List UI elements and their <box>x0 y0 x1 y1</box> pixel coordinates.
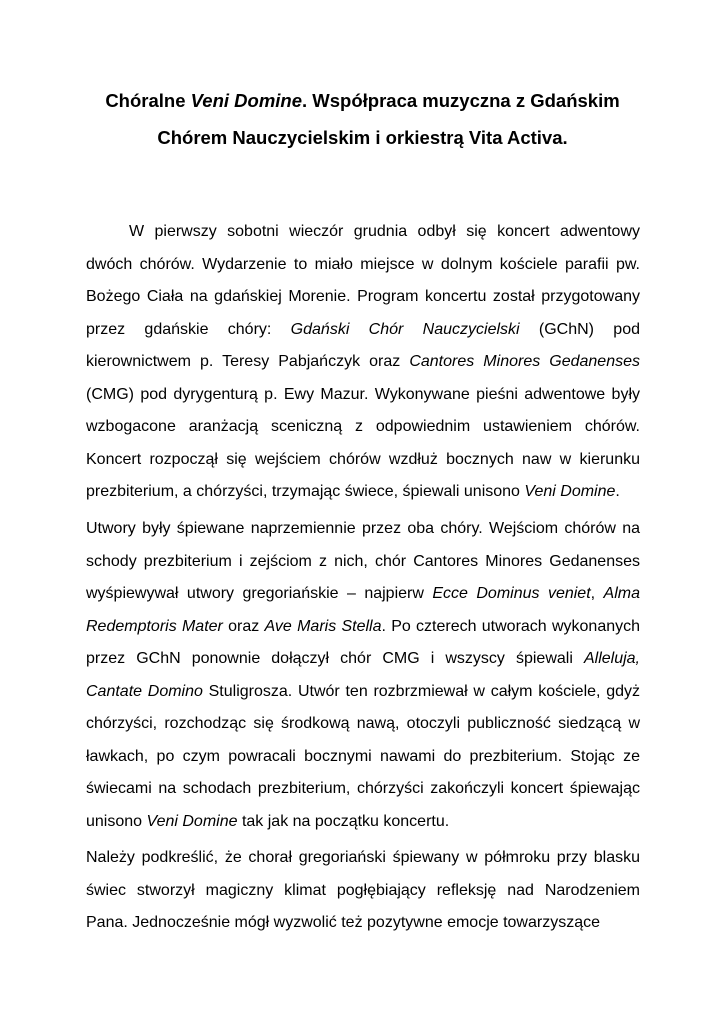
paragraph-1 <box>86 216 640 509</box>
p1-italic-2: Cantores Minores Gedanenses <box>409 353 641 370</box>
p3-text-1: Należy podkreślić, że chorał gregoriański śpiewany w półmroku przy blasku świec stworzył magiczny klimat pogłębiający refleksję nad Narodzeniem Pana. Jednocześnie mógł wyzwolić też pozytywne emocje towarzyszące <box>86 849 640 931</box>
title-italic-veni-domine: Veni Domine <box>190 90 303 111</box>
p2-italic-4: Alleluja, Cantate Domino <box>86 650 640 700</box>
p1-text-1: W pierwszy sobotni wieczór grudnia odbył się koncert adwentowy dwóch chórów. Wydarzenie to miało miejsce w dolnym kościele parafii pw. Bożego Ciała na gdańskiej Morenie. Program koncertu został przygotowany przez gdańskie chóry: <box>86 223 640 338</box>
page-title <box>70 82 655 156</box>
p1-text-2: (GChN) pod kierownictwem p. Teresy Pabjańczyk oraz <box>86 320 640 370</box>
p2-text-6: tak jak na początku koncertu. <box>237 812 450 830</box>
title-text-1: Chóralne <box>105 90 191 111</box>
p1-text-3: (CMG) pod dyrygenturą p. Ewy Mazur. Wykonywane pieśni adwentowe były wzbogacone aranżacją sceniczną z odpowiednim ustawieniem chórów. Koncert rozpoczął się wejściem chórów wzdłuż bocznych naw w kierunku prezbiterium, a chórzyści, trzymając świece, śpiewali unisono <box>86 385 640 500</box>
p2-italic-2: Alma Redemptoris Mater <box>86 585 640 635</box>
p1-italic-1: Gdański Chór Nauczycielski <box>290 320 520 338</box>
p1-text-4: . <box>615 483 620 500</box>
p2-italic-1: Ecce Dominus veniet <box>432 585 591 602</box>
title-text-2: . Współpraca muzyczna z Gdańskim Chórem Nauczycielskim i orkiestrą Vita Activa. <box>157 90 620 148</box>
paragraph-3 <box>86 842 640 940</box>
p2-text-2: , <box>590 585 604 602</box>
p1-italic-3: Veni Domine <box>524 483 616 500</box>
p2-italic-3: Ave Maris Stella <box>264 617 382 635</box>
p2-italic-5: Veni Domine <box>146 812 238 830</box>
paragraph-2 <box>86 513 640 838</box>
p2-text-5: Stuligrosza. Utwór ten rozbrzmiewał w całym kościele, gdyż chórzyści, rozchodząc się środkową nawą, otoczyli publiczność siedzącą w ławkach, po czym powracali bocznymi nawami do prezbiterium. Stojąc ze świecami na schodach prezbiterium, chórzyści zakończyli koncert śpiewając unisono <box>86 682 640 830</box>
p2-text-4: . Po czterech utworach wykonanych przez GChN ponownie dołączył chór CMG i wszyscy śpiewali <box>86 617 641 667</box>
p2-text-3: oraz <box>222 617 265 635</box>
p2-text-1: Utwory były śpiewane naprzemiennie przez oba chóry. Wejściom chórów na schody prezbiterium i zejściom z nich, chór Cantores Minores Gedanenses wyśpiewywał utwory gregoriańskie – najpierw <box>86 520 640 602</box>
